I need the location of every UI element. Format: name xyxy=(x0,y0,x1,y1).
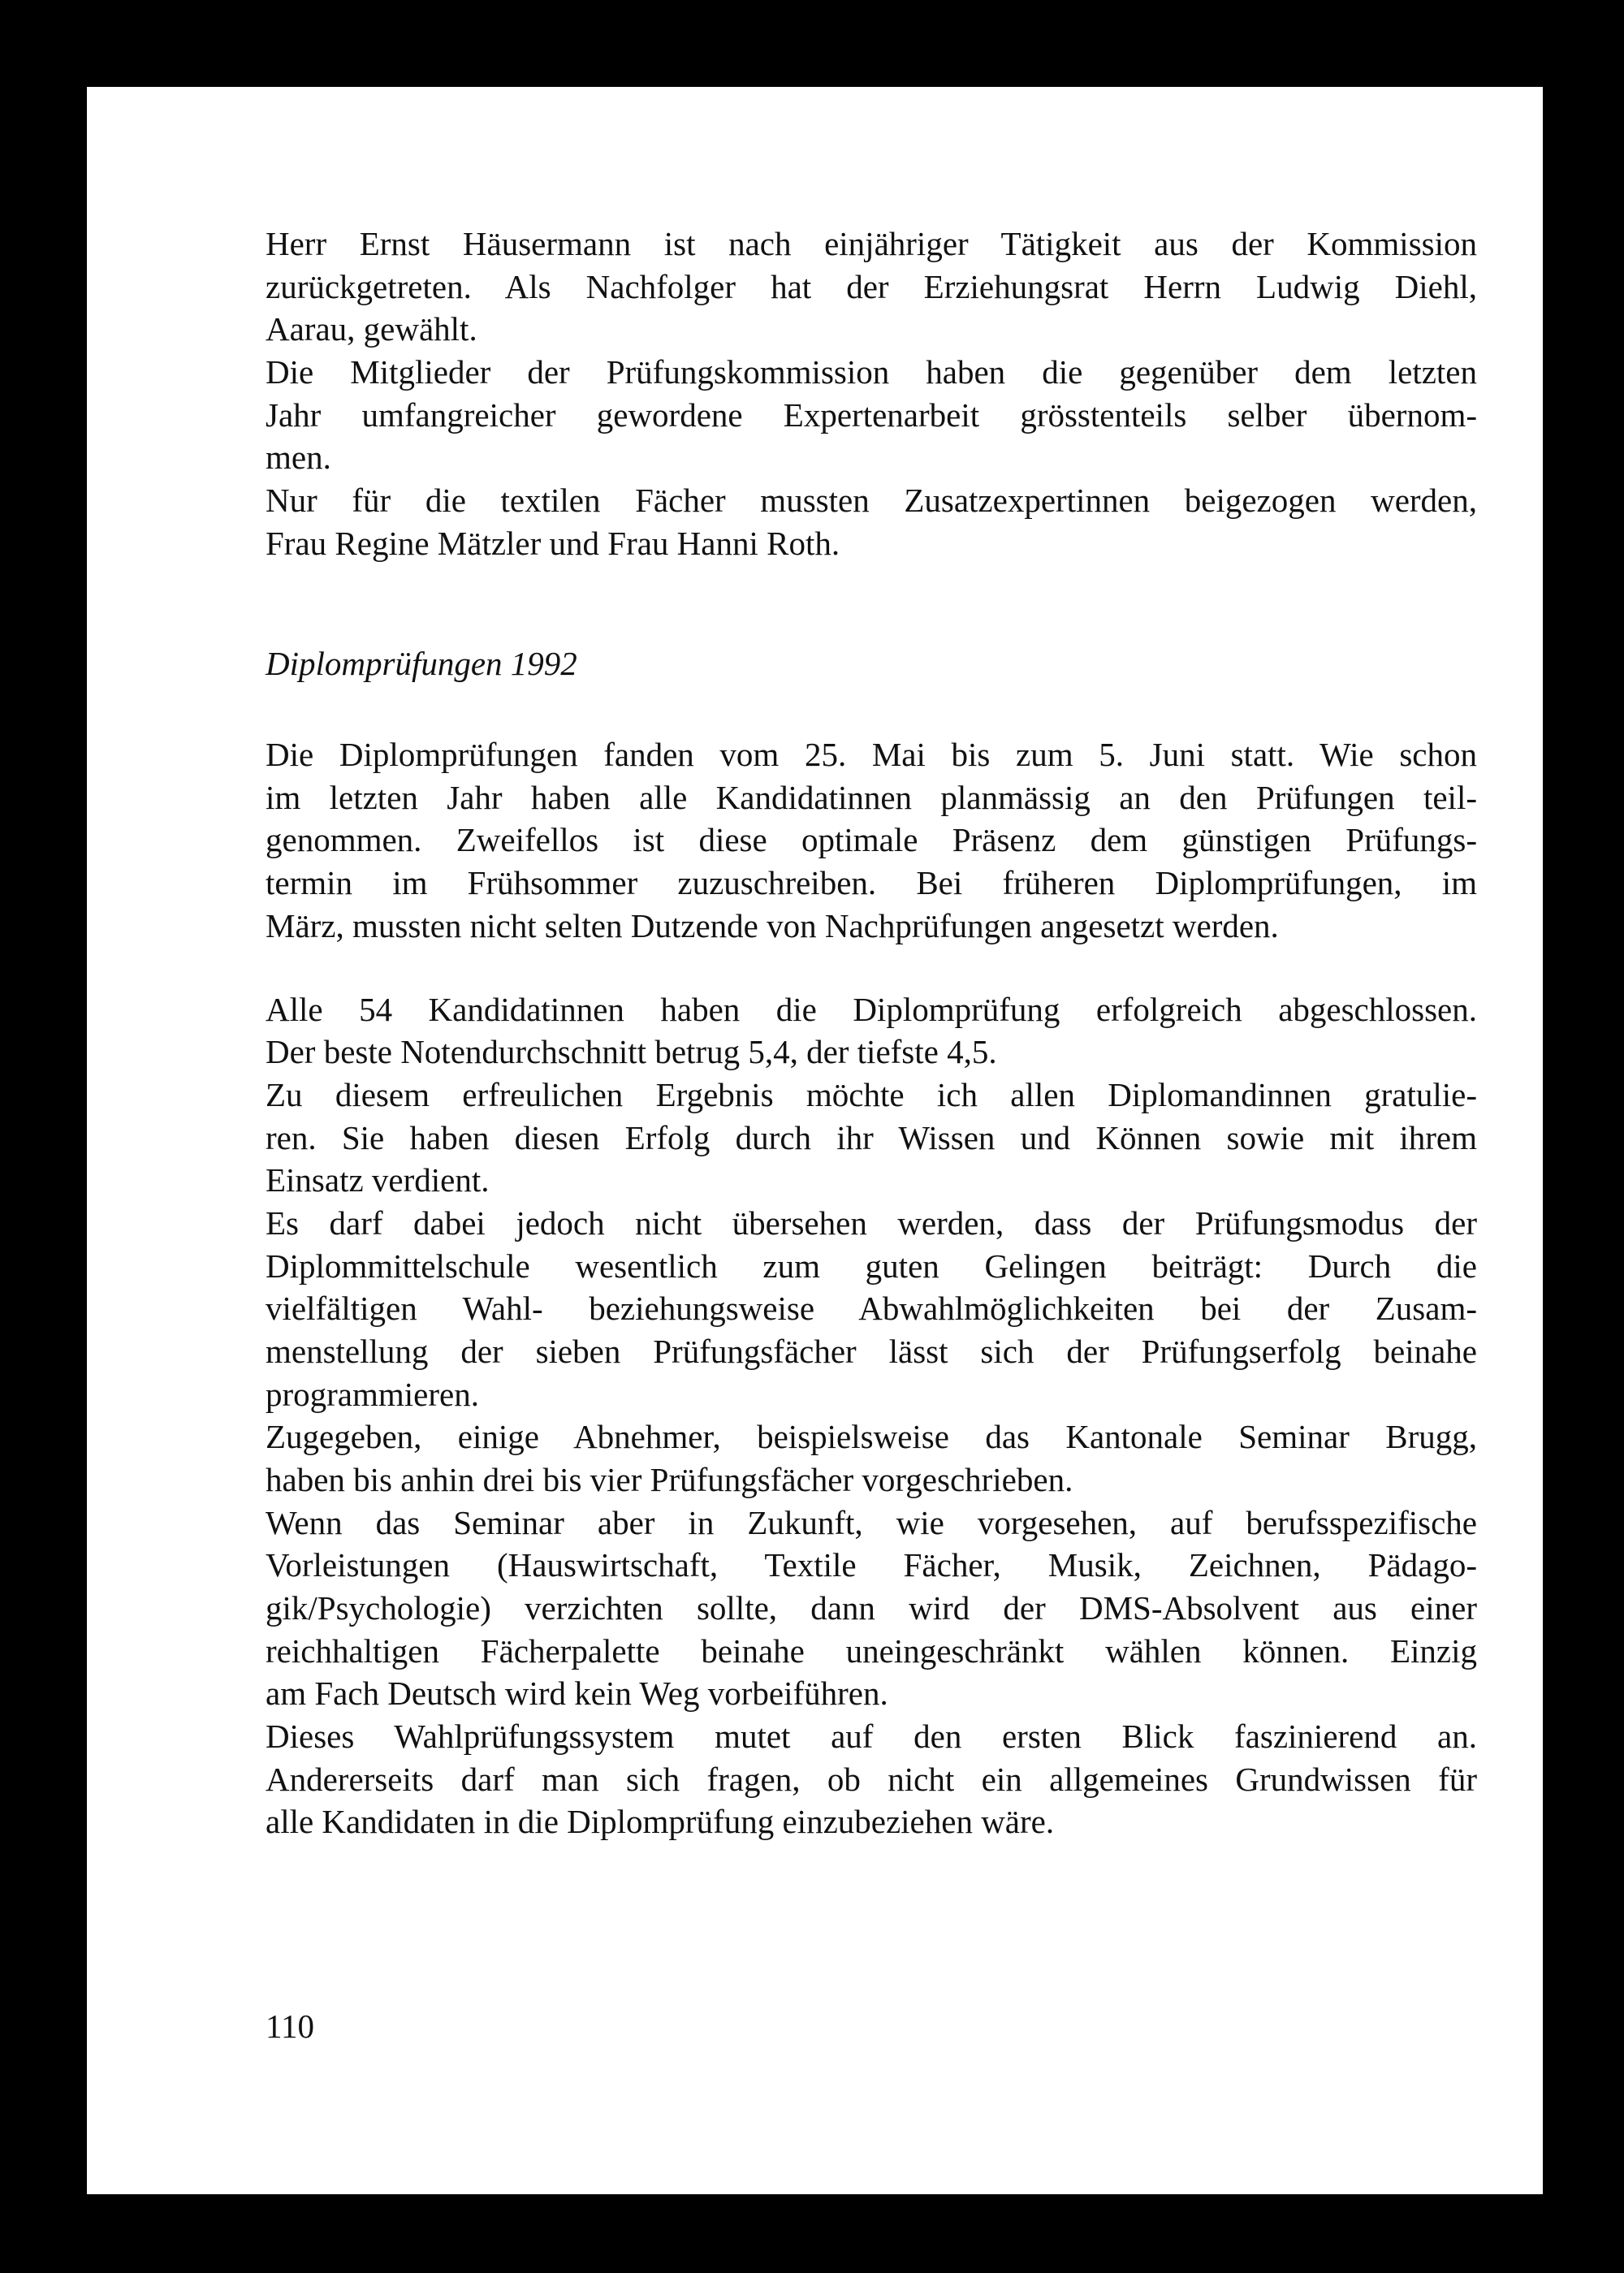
text-line: vielfältigen Wahl- beziehungsweise Abwahlmöglichkeiten bei der Zusam- xyxy=(266,1290,1477,1327)
section-heading: Diplomprüfungen 1992 xyxy=(266,645,577,682)
text-line: ren. Sie haben diesen Erfolg durch ihr Wissen und Können sowie mit ihrem xyxy=(266,1119,1477,1156)
text-line: Aarau, gewählt. xyxy=(266,310,477,348)
page-number: 110 xyxy=(266,2007,314,2045)
text-line: Der beste Notendurchschnitt betrug 5,4, der tiefste 4,5. xyxy=(266,1033,997,1070)
text-line: Die Diplomprüfungen fanden vom 25. Mai bis zum 5. Juni statt. Wie schon xyxy=(266,736,1477,773)
text-line: men. xyxy=(266,439,331,476)
text-line: im letzten Jahr haben alle Kandidatinnen planmässig an den Prüfungen teil- xyxy=(266,779,1477,816)
text-line: Wenn das Seminar aber in Zukunft, wie vorgesehen, auf berufsspezifische xyxy=(266,1504,1477,1541)
text-line: Nur für die textilen Fächer mussten Zusatzexpertinnen beigezogen werden, xyxy=(266,482,1477,519)
text-line: Einsatz verdient. xyxy=(266,1161,490,1199)
text-line: programmieren. xyxy=(266,1376,479,1413)
text-line: März, mussten nicht selten Dutzende von Nachprüfungen angesetzt werden. xyxy=(266,907,1279,944)
text-line: Zu diesem erfreulichen Ergebnis möchte ich allen Diplomandinnen gratulie- xyxy=(266,1076,1477,1113)
text-line: termin im Frühsommer zuzuschreiben. Bei früheren Diplomprüfungen, im xyxy=(266,864,1477,901)
text-line: haben bis anhin drei bis vier Prüfungsfächer vorgeschrieben. xyxy=(266,1461,1073,1498)
text-line: alle Kandidaten in die Diplomprüfung einzubeziehen wäre. xyxy=(266,1803,1055,1840)
text-line: Zugegeben, einige Abnehmer, beispielsweise das Kantonale Seminar Brugg, xyxy=(266,1418,1477,1455)
text-line: zurückgetreten. Als Nachfolger hat der Erziehungsrat Herrn Ludwig Diehl, xyxy=(266,268,1477,305)
text-line: Alle 54 Kandidatinnen haben die Diplomprüfung erfolgreich abgeschlossen. xyxy=(266,991,1477,1028)
text-line: am Fach Deutsch wird kein Weg vorbeiführen. xyxy=(266,1675,888,1712)
text-line: Diplommittelschule wesentlich zum guten Gelingen beiträgt: Durch die xyxy=(266,1247,1477,1285)
text-line: menstellung der sieben Prüfungsfächer lässt sich der Prüfungserfolg beinahe xyxy=(266,1333,1477,1370)
text-line: Es darf dabei jedoch nicht übersehen werden, dass der Prüfungsmodus der xyxy=(266,1204,1477,1242)
text-line: reichhaltigen Fächerpalette beinahe uneingeschränkt wählen können. Einzig xyxy=(266,1632,1477,1670)
text-line: Vorleistungen (Hauswirtschaft, Textile Fächer, Musik, Zeichnen, Pädago- xyxy=(266,1546,1477,1584)
text-line: Die Mitglieder der Prüfungskommission haben die gegenüber dem letzten xyxy=(266,353,1477,391)
text-line: Andererseits darf man sich fragen, ob nicht ein allgemeines Grundwissen für xyxy=(266,1761,1477,1798)
document-page xyxy=(87,87,1543,2194)
text-line: Frau Regine Mätzler und Frau Hanni Roth. xyxy=(266,525,840,562)
text-line: Jahr umfangreicher gewordene Expertenarbeit grösstenteils selber übernom- xyxy=(266,396,1477,434)
text-line: gik/Psychologie) verzichten sollte, dann wird der DMS-Absolvent aus einer xyxy=(266,1589,1477,1627)
text-line: Herr Ernst Häusermann ist nach einjähriger Tätigkeit aus der Kommission xyxy=(266,225,1477,262)
text-line: genommen. Zweifellos ist diese optimale Präsenz dem günstigen Prüfungs- xyxy=(266,821,1477,858)
text-line: Dieses Wahlprüfungssystem mutet auf den ersten Blick faszinierend an. xyxy=(266,1718,1477,1755)
